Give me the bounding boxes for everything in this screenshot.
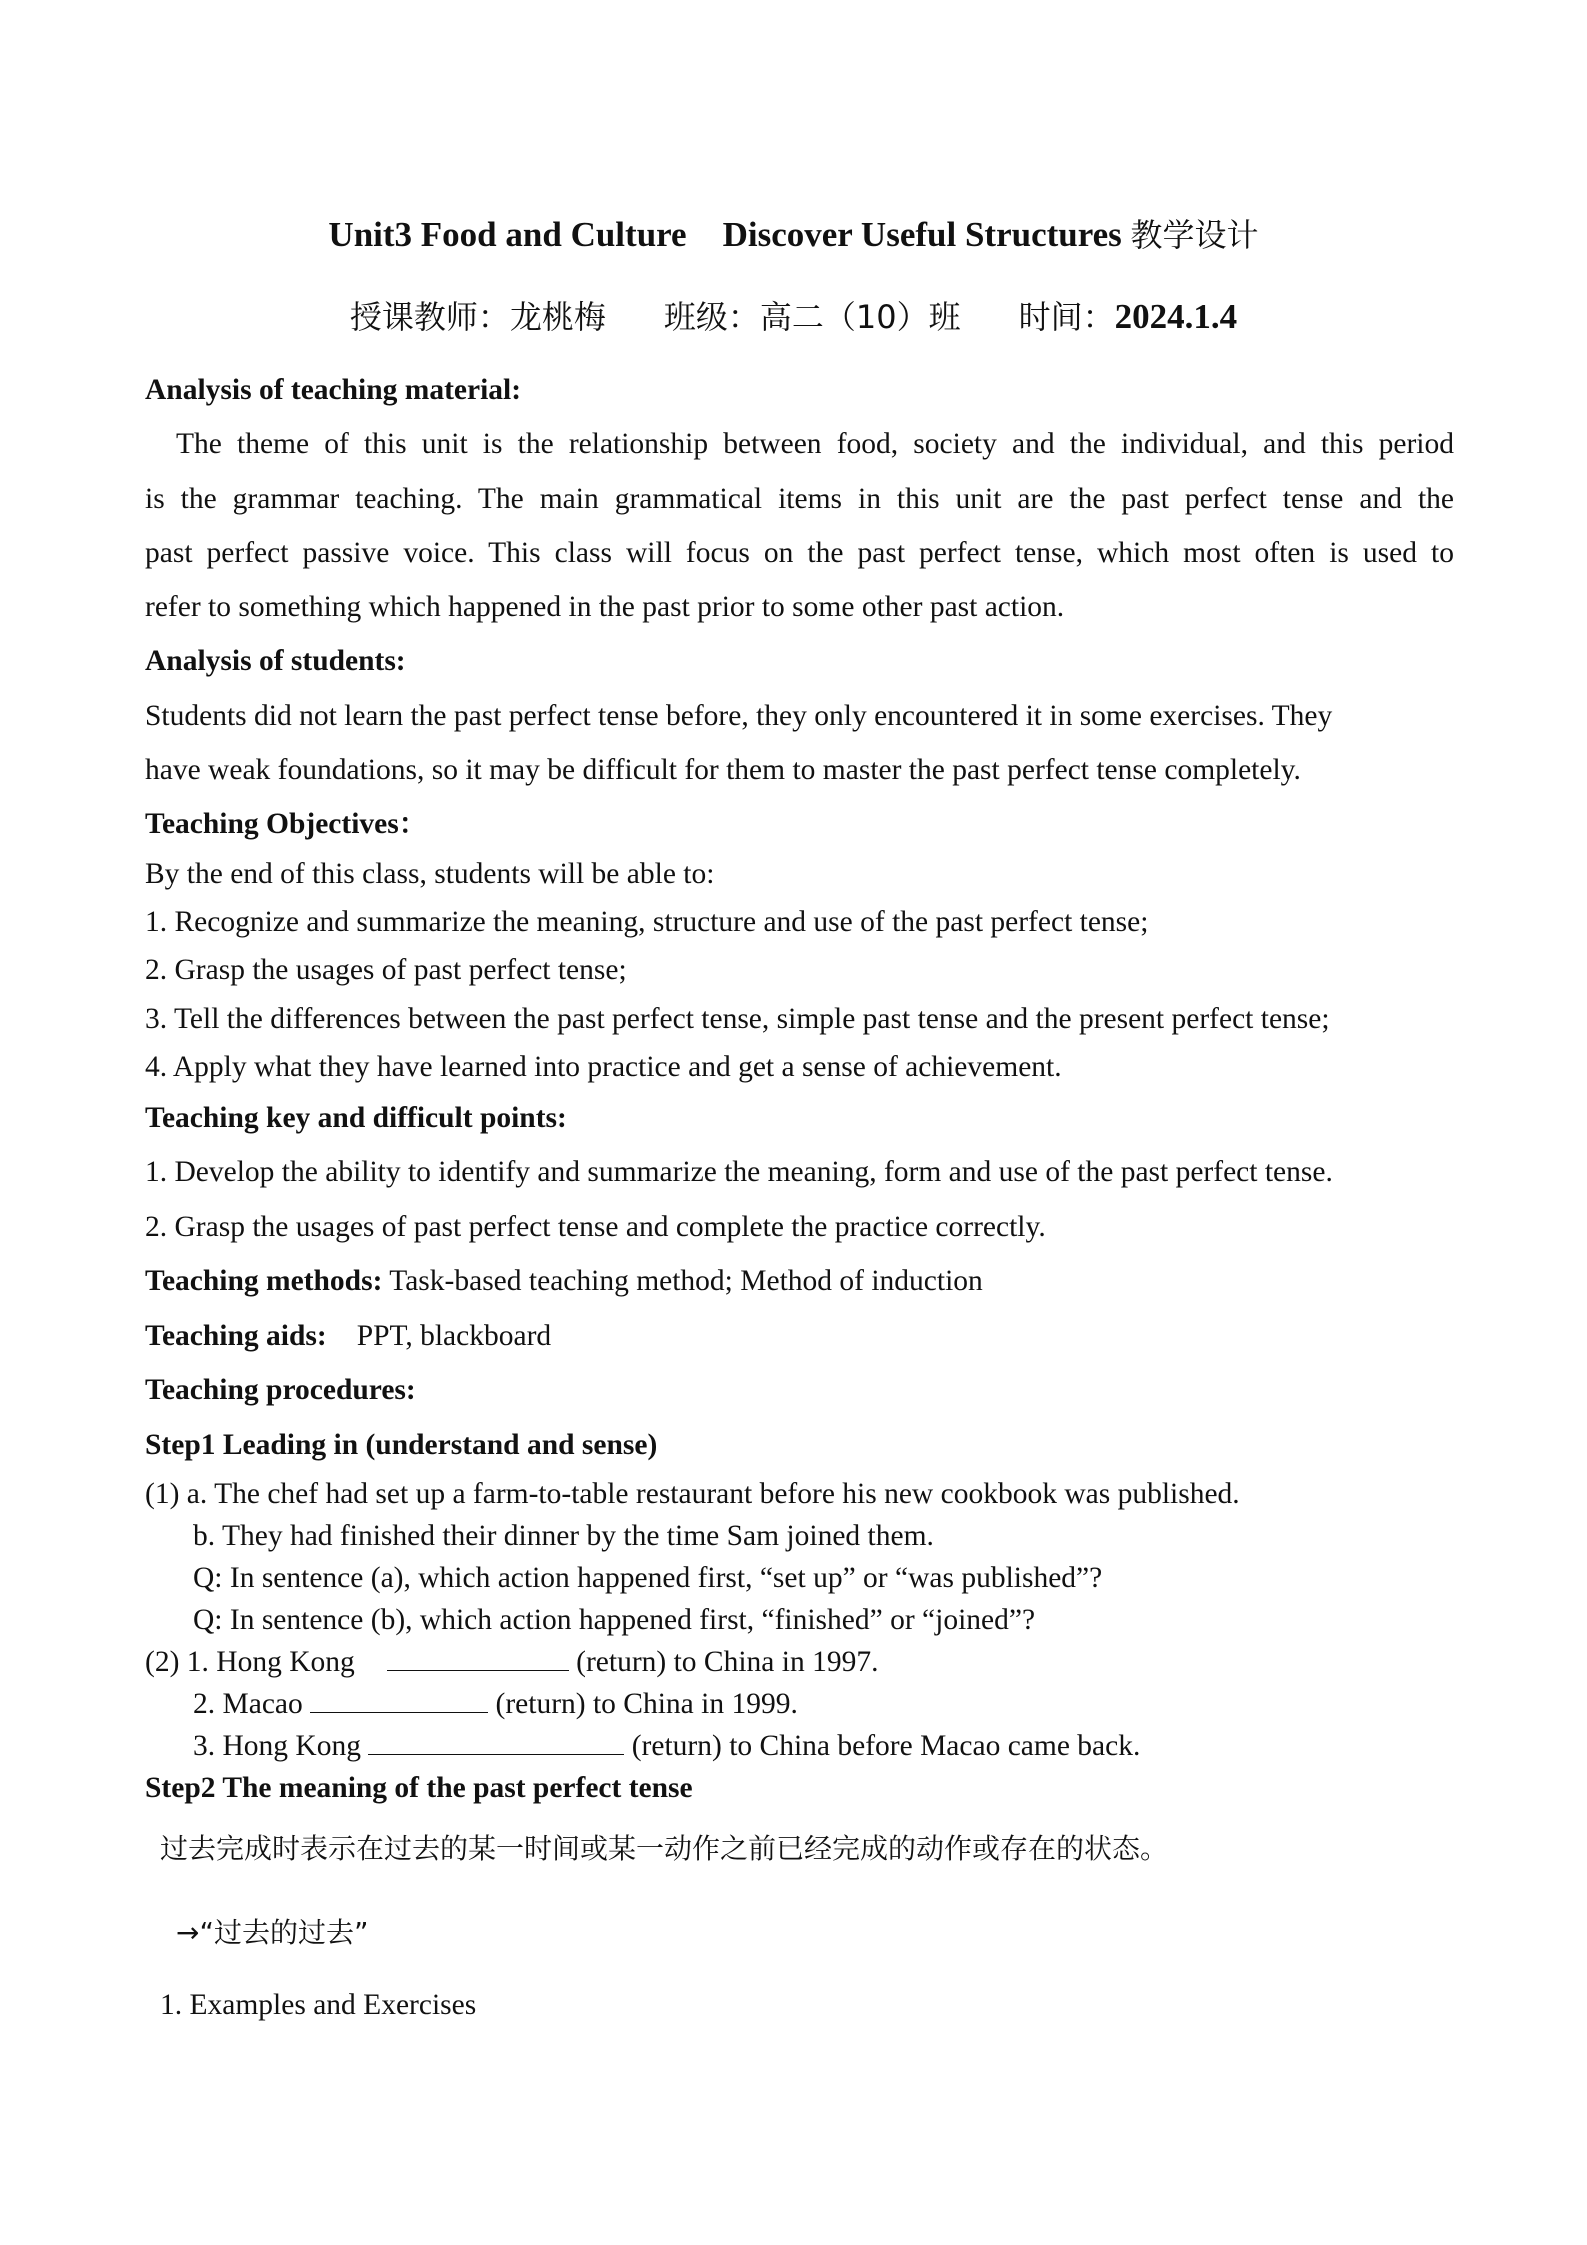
step1-heading: Step1 Leading in (understand and sense)	[145, 1429, 658, 1461]
methods-value: Task-based teaching method; Method of induction	[382, 1265, 983, 1297]
objective-item: 2. Grasp the usages of past perfect tense;	[145, 954, 627, 986]
time-value: 2024.1.4	[1114, 297, 1238, 336]
objectives-heading: Teaching Objectives：	[145, 807, 427, 840]
title-unit: Unit3 Food and Culture	[328, 215, 687, 254]
step1-sentence-b: b. They had finished their dinner by the time Sam joined them.	[193, 1520, 934, 1552]
key-points-heading: Teaching key and difficult points:	[145, 1102, 567, 1134]
students-heading: Analysis of students:	[145, 645, 406, 677]
title-section: Discover Useful Structures	[722, 215, 1122, 254]
material-heading: Analysis of teaching material:	[145, 374, 522, 406]
document-title	[0, 210, 1587, 256]
document-subtitle	[0, 292, 1587, 338]
answer-blank[interactable]	[310, 1686, 488, 1713]
material-line: past perfect passive voice. This class will focus on the past perfect tense, which most often is used to	[145, 537, 1454, 569]
teaching-aids	[145, 1318, 1465, 1354]
class-info: 班级：高二（10）班	[663, 298, 961, 336]
step2-definition: 过去完成时表示在过去的某一时间或某一动作之前已经完成的动作或存在的状态。	[160, 1832, 1169, 1865]
step1-question: Q: In sentence (a), which action happened first, “set up” or “was published”?	[193, 1562, 1103, 1594]
step2-note: →“过去的过去”	[176, 1916, 369, 1949]
procedures-heading: Teaching procedures:	[145, 1374, 416, 1406]
students-line: have weak foundations, so it may be difficult for them to master the past perfect tense completely.	[145, 754, 1301, 786]
step1-question: Q: In sentence (b), which action happened first, “finished” or “joined”?	[193, 1604, 1036, 1636]
objective-item: 4. Apply what they have learned into practice and get a sense of achievement.	[145, 1051, 1062, 1083]
step1-sentence-a: (1) a. The chef had set up a farm-to-table restaurant before his new cookbook was published.	[145, 1478, 1240, 1510]
step2-heading: Step2 The meaning of the past perfect tense	[145, 1772, 693, 1804]
step1-exercise: (2) 1. Hong Kong (return) to China in 1997.	[145, 1646, 879, 1678]
step1-exercise: 3. Hong Kong (return) to China before Macao came back.	[193, 1730, 1141, 1762]
step1-exercise: 2. Macao (return) to China in 1999.	[193, 1688, 798, 1720]
key-point-item: 1. Develop the ability to identify and summarize the meaning, form and use of the past perfect tense.	[145, 1156, 1333, 1188]
objective-item: 1. Recognize and summarize the meaning, structure and use of the past perfect tense;	[145, 906, 1149, 938]
material-line: is the grammar teaching. The main grammatical items in this unit are the past perfect tense and the	[145, 483, 1454, 515]
aids-value: PPT, blackboard	[356, 1320, 552, 1352]
objectives-intro: By the end of this class, students will be able to:	[145, 858, 715, 890]
methods-label: Teaching methods:	[145, 1265, 383, 1297]
time-label: 时间：	[1018, 298, 1115, 336]
key-point-item: 2. Grasp the usages of past perfect tense and complete the practice correctly.	[145, 1211, 1046, 1243]
answer-blank[interactable]	[368, 1728, 624, 1755]
objective-item: 3. Tell the differences between the past perfect tense, simple past tense and the present perfect tense;	[145, 1003, 1330, 1035]
material-line: The theme of this unit is the relationship between food, society and the individual, and this period	[176, 428, 1454, 460]
answer-blank[interactable]	[387, 1644, 569, 1671]
students-line: Students did not learn the past perfect tense before, they only encountered it in some exercises. They	[145, 700, 1333, 732]
aids-label: Teaching aids:	[145, 1320, 327, 1352]
material-line: refer to something which happened in the past prior to some other past action.	[145, 591, 1065, 623]
step2-item: 1. Examples and Exercises	[160, 1989, 477, 2021]
teacher-info: 授课教师：龙桃梅	[349, 298, 606, 336]
title-cn-suffix: 教学设计	[1130, 216, 1259, 254]
teaching-methods	[145, 1263, 1465, 1299]
